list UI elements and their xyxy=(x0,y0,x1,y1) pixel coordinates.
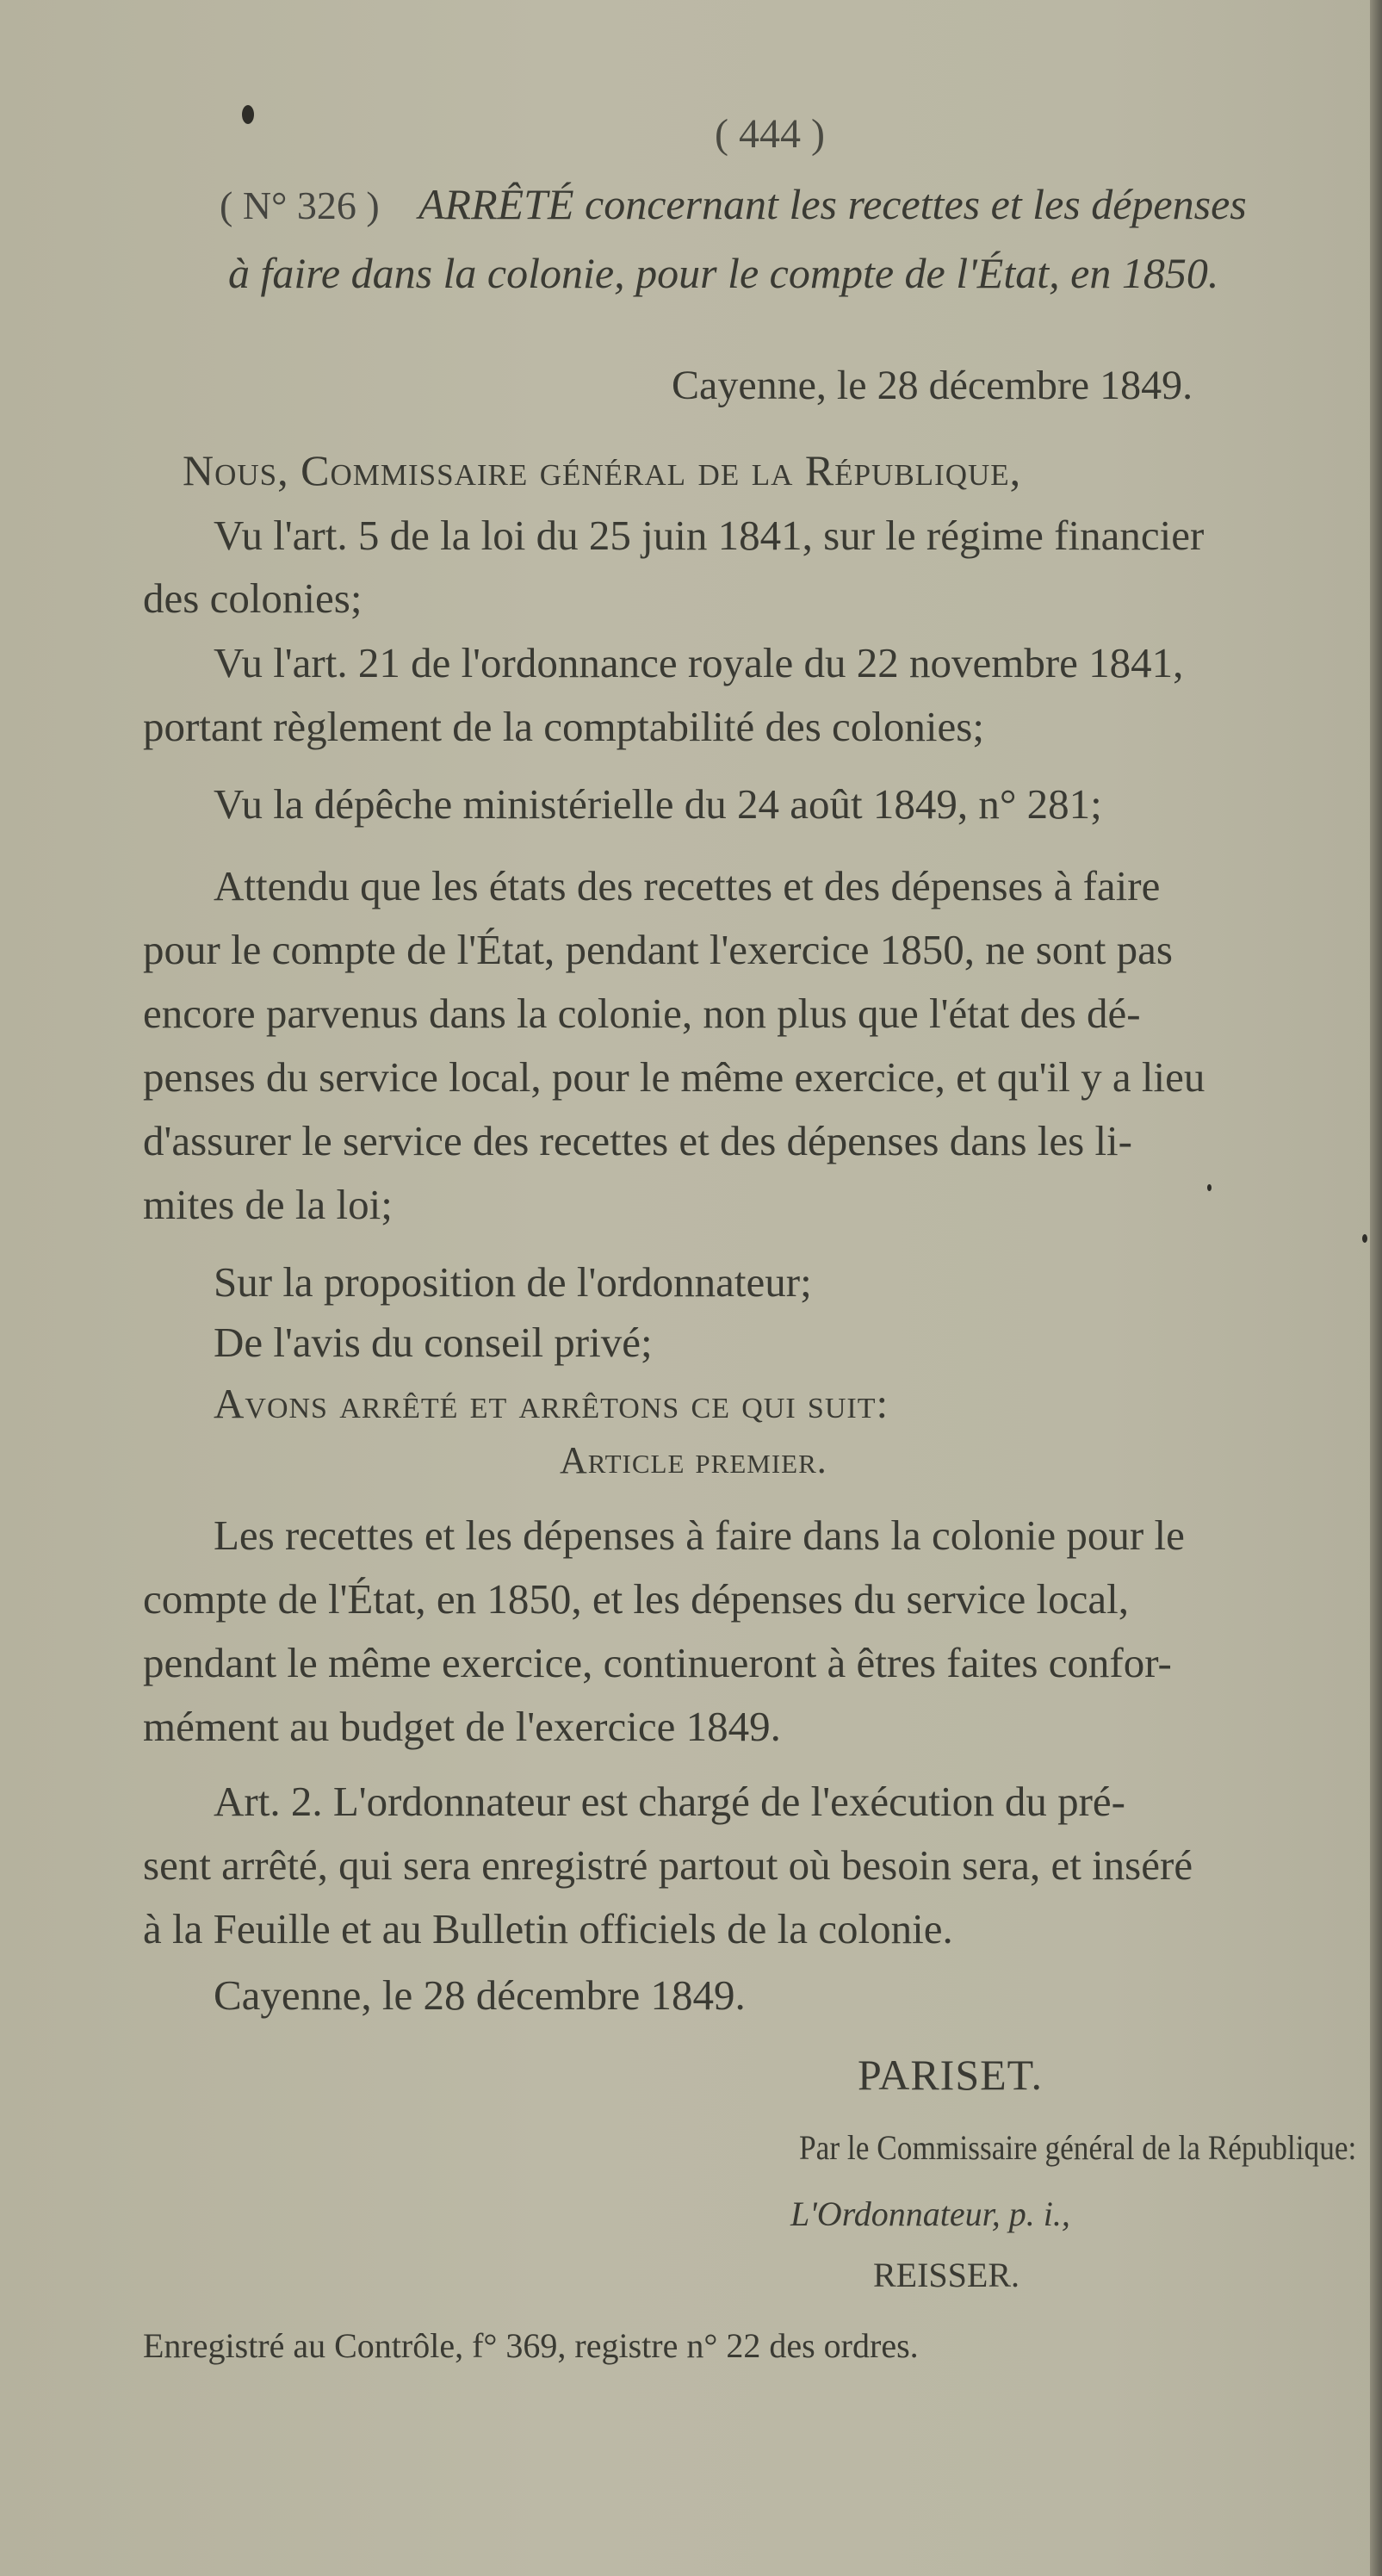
article1-line3: pendant le même exercice, continueront à êtres faites confor- xyxy=(143,1639,1172,1686)
decree-title-line1: ARRÊTÉ concernant les recettes et les dépenses xyxy=(418,180,1247,228)
ordonnateur-title: L'Ordonnateur, p. i., xyxy=(790,2194,1070,2233)
attendu-line4: penses du service local, pour le même exercice, et qu'il y a lieu xyxy=(143,1053,1205,1101)
article2-line2: sent arrêté, qui sera enregistré partout où besoin sera, et inséré xyxy=(143,1841,1193,1889)
closing-date: Cayenne, le 28 décembre 1849. xyxy=(214,1971,746,2019)
avis-conseil: De l'avis du conseil privé; xyxy=(214,1319,653,1366)
signature-pariset: PARISET. xyxy=(858,2051,1044,2099)
article2-line3: à la Feuille et au Bulletin officiels de la colonie. xyxy=(143,1905,953,1952)
decree-title-line2: à faire dans la colonie, pour le compte de l'État, en 1850. xyxy=(228,249,1219,297)
attendu-line5: d'assurer le service des recettes et des dépenses dans les li- xyxy=(143,1117,1132,1164)
ink-blot xyxy=(242,105,254,124)
ink-speck xyxy=(1207,1184,1212,1191)
par-le-commissaire: Par le Commissaire général de la République: xyxy=(799,2128,1357,2167)
avons-arrete: Avons arrêté et arrêtons ce qui suit: xyxy=(214,1380,889,1427)
proposition: Sur la proposition de l'ordonnateur; xyxy=(214,1258,812,1306)
visa-2-line2: portant règlement de la comptabilité des colonies; xyxy=(143,703,984,750)
article2-line1: Art. 2. L'ordonnateur est chargé de l'exécution du pré- xyxy=(214,1778,1125,1825)
article1-line1: Les recettes et les dépenses à faire dans la colonie pour le xyxy=(214,1511,1185,1559)
visa-1-line2: des colonies; xyxy=(143,574,363,622)
attendu-line6: mites de la loi; xyxy=(143,1181,393,1228)
attendu-line1: Attendu que les états des recettes et des dépenses à faire xyxy=(214,862,1161,909)
decree-number: ( N° 326 ) xyxy=(220,183,380,227)
signature-reisser: REISSER. xyxy=(873,2256,1020,2294)
attendu-line2: pour le compte de l'État, pendant l'exercice 1850, ne sont pas xyxy=(143,926,1173,973)
preamble: Nous, Commissaire général de la République, xyxy=(183,446,1022,494)
page-edge-shadow xyxy=(1370,0,1382,2576)
visa-3: Vu la dépêche ministérielle du 24 août 1849, n° 281; xyxy=(214,780,1102,828)
enregistrement-note: Enregistré au Contrôle, f° 369, registre n° 22 des ordres. xyxy=(143,2326,919,2365)
dateline: Cayenne, le 28 décembre 1849. xyxy=(672,363,1193,408)
article1-line4: mément au budget de l'exercice 1849. xyxy=(143,1703,781,1750)
visa-2-line1: Vu l'art. 21 de l'ordonnance royale du 22 novembre 1841, xyxy=(214,639,1184,686)
article1-line2: compte de l'État, en 1850, et les dépenses du service local, xyxy=(143,1575,1129,1623)
visa-1-line1: Vu l'art. 5 de la loi du 25 juin 1841, sur le régime financier xyxy=(214,512,1205,559)
article-heading: Article premier. xyxy=(560,1439,827,1481)
page-number: ( 444 ) xyxy=(715,111,825,157)
attendu-line3: encore parvenus dans la colonie, non plus que l'état des dé- xyxy=(143,990,1141,1037)
ink-speck xyxy=(1362,1234,1367,1243)
